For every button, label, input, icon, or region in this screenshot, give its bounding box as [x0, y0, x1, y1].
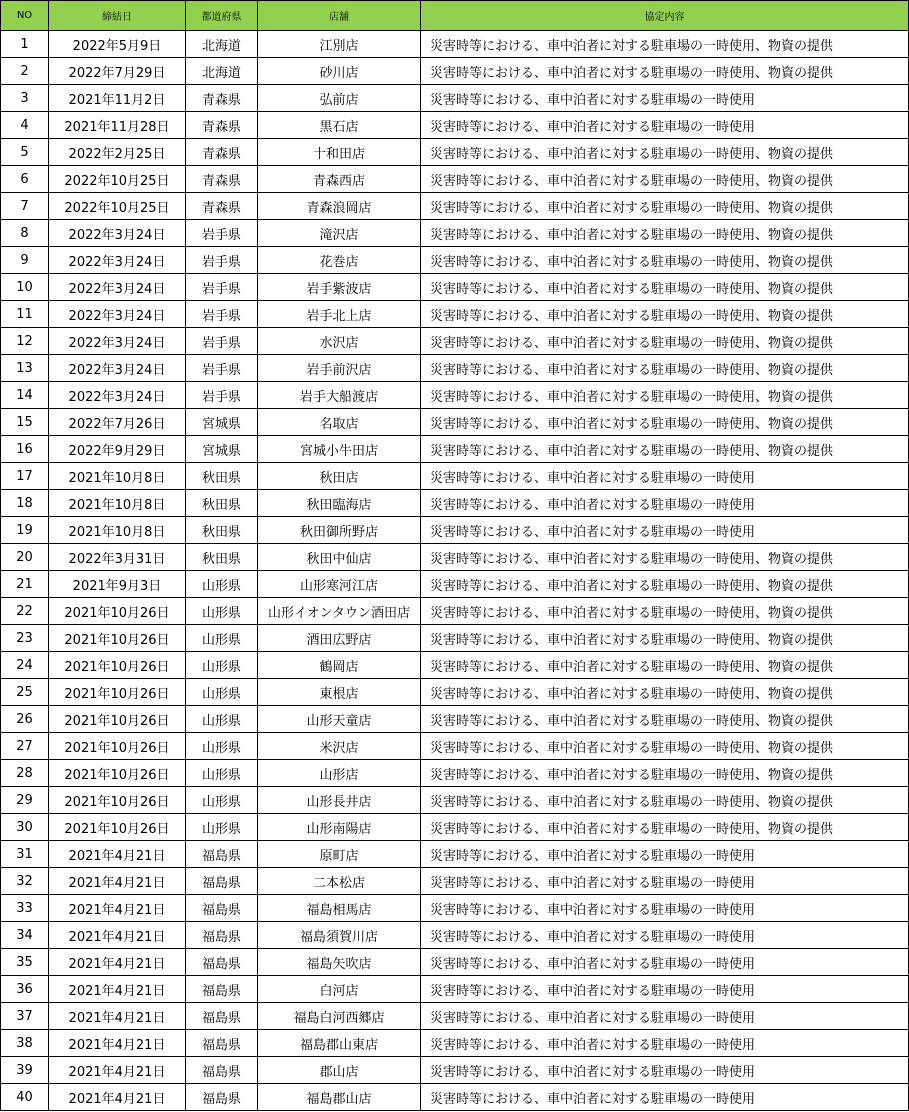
store-name: 米沢店	[258, 733, 421, 760]
store-name: 青森西店	[258, 166, 421, 193]
agreement-content: 災害時等における、車中泊者に対する駐車場の一時使用	[421, 841, 909, 868]
agreement-content: 災害時等における、車中泊者に対する駐車場の一時使用、物資の提供	[421, 544, 909, 571]
agreement-content: 災害時等における、車中泊者に対する駐車場の一時使用、物資の提供	[421, 598, 909, 625]
prefecture: 青森県	[186, 193, 258, 220]
header-prefecture: 都道府県	[186, 1, 258, 31]
prefecture: 青森県	[186, 139, 258, 166]
row-number: 8	[1, 220, 49, 247]
row-number: 14	[1, 382, 49, 409]
table-row	[1, 625, 909, 652]
row-number: 23	[1, 625, 49, 652]
row-number: 36	[1, 976, 49, 1003]
row-number: 31	[1, 841, 49, 868]
agreement-date: 2021年4月21日	[49, 1084, 186, 1111]
row-number: 6	[1, 166, 49, 193]
store-name: 秋田御所野店	[258, 517, 421, 544]
store-name: 秋田店	[258, 463, 421, 490]
table-row	[1, 895, 909, 922]
prefecture: 山形県	[186, 787, 258, 814]
table-row	[1, 868, 909, 895]
row-number: 18	[1, 490, 49, 517]
store-name: 秋田中仙店	[258, 544, 421, 571]
prefecture: 岩手県	[186, 301, 258, 328]
store-name: 岩手北上店	[258, 301, 421, 328]
table-row	[1, 1084, 909, 1111]
agreement-date: 2021年4月21日	[49, 1057, 186, 1084]
table-row	[1, 31, 909, 58]
prefecture: 岩手県	[186, 274, 258, 301]
table-row	[1, 166, 909, 193]
agreement-date: 2022年7月29日	[49, 58, 186, 85]
agreement-date: 2022年3月24日	[49, 247, 186, 274]
prefecture: 秋田県	[186, 490, 258, 517]
row-number: 37	[1, 1003, 49, 1030]
store-name: 山形長井店	[258, 787, 421, 814]
agreement-content: 災害時等における、車中泊者に対する駐車場の一時使用、物資の提供	[421, 382, 909, 409]
store-name: 東根店	[258, 679, 421, 706]
agreement-content: 災害時等における、車中泊者に対する駐車場の一時使用、物資の提供	[421, 139, 909, 166]
agreement-date: 2021年11月2日	[49, 85, 186, 112]
prefecture: 山形県	[186, 733, 258, 760]
agreement-content: 災害時等における、車中泊者に対する駐車場の一時使用、物資の提供	[421, 787, 909, 814]
table-row	[1, 652, 909, 679]
prefecture: 福島県	[186, 1003, 258, 1030]
agreement-content: 災害時等における、車中泊者に対する駐車場の一時使用、物資の提供	[421, 706, 909, 733]
agreement-date: 2021年4月21日	[49, 1003, 186, 1030]
agreement-content: 災害時等における、車中泊者に対する駐車場の一時使用、物資の提供	[421, 679, 909, 706]
agreement-date: 2022年3月24日	[49, 382, 186, 409]
prefecture: 秋田県	[186, 517, 258, 544]
row-number: 35	[1, 949, 49, 976]
store-name: 江別店	[258, 31, 421, 58]
prefecture: 山形県	[186, 652, 258, 679]
row-number: 12	[1, 328, 49, 355]
row-number: 28	[1, 760, 49, 787]
table-row	[1, 220, 909, 247]
agreement-date: 2022年2月25日	[49, 139, 186, 166]
agreement-date: 2021年11月28日	[49, 112, 186, 139]
agreement-date: 2021年4月21日	[49, 841, 186, 868]
agreement-content: 災害時等における、車中泊者に対する駐車場の一時使用、物資の提供	[421, 814, 909, 841]
agreement-content: 災害時等における、車中泊者に対する駐車場の一時使用	[421, 868, 909, 895]
header-store: 店舗	[258, 1, 421, 31]
row-number: 19	[1, 517, 49, 544]
row-number: 40	[1, 1084, 49, 1111]
agreement-content: 災害時等における、車中泊者に対する駐車場の一時使用	[421, 922, 909, 949]
agreement-date: 2021年10月26日	[49, 706, 186, 733]
row-number: 22	[1, 598, 49, 625]
agreement-date: 2022年3月24日	[49, 220, 186, 247]
store-name: 弘前店	[258, 85, 421, 112]
agreement-date: 2021年10月26日	[49, 652, 186, 679]
row-number: 24	[1, 652, 49, 679]
table-row	[1, 841, 909, 868]
agreement-content: 災害時等における、車中泊者に対する駐車場の一時使用、物資の提供	[421, 301, 909, 328]
store-name: 白河店	[258, 976, 421, 1003]
table-row	[1, 409, 909, 436]
row-number: 16	[1, 436, 49, 463]
agreement-content: 災害時等における、車中泊者に対する駐車場の一時使用	[421, 895, 909, 922]
row-number: 9	[1, 247, 49, 274]
agreement-content: 災害時等における、車中泊者に対する駐車場の一時使用、物資の提供	[421, 571, 909, 598]
row-number: 32	[1, 868, 49, 895]
row-number: 39	[1, 1057, 49, 1084]
agreement-date: 2022年3月24日	[49, 328, 186, 355]
row-number: 4	[1, 112, 49, 139]
agreement-date: 2022年10月25日	[49, 166, 186, 193]
prefecture: 岩手県	[186, 355, 258, 382]
prefecture: 山形県	[186, 625, 258, 652]
table-row	[1, 139, 909, 166]
agreement-content: 災害時等における、車中泊者に対する駐車場の一時使用	[421, 112, 909, 139]
table-row	[1, 814, 909, 841]
agreement-content: 災害時等における、車中泊者に対する駐車場の一時使用、物資の提供	[421, 652, 909, 679]
store-name: 原町店	[258, 841, 421, 868]
agreement-date: 2021年10月8日	[49, 490, 186, 517]
header-date: 締結日	[49, 1, 186, 31]
agreement-content: 災害時等における、車中泊者に対する駐車場の一時使用、物資の提供	[421, 274, 909, 301]
prefecture: 秋田県	[186, 463, 258, 490]
store-name: 黒石店	[258, 112, 421, 139]
store-name: 滝沢店	[258, 220, 421, 247]
row-number: 5	[1, 139, 49, 166]
table-row	[1, 733, 909, 760]
row-number: 34	[1, 922, 49, 949]
agreement-date: 2022年7月26日	[49, 409, 186, 436]
agreement-date: 2021年4月21日	[49, 976, 186, 1003]
agreement-content: 災害時等における、車中泊者に対する駐車場の一時使用、物資の提供	[421, 733, 909, 760]
prefecture: 山形県	[186, 706, 258, 733]
prefecture: 青森県	[186, 85, 258, 112]
prefecture: 宮城県	[186, 436, 258, 463]
store-name: 福島相馬店	[258, 895, 421, 922]
agreement-date: 2022年3月24日	[49, 301, 186, 328]
agreement-date: 2022年3月31日	[49, 544, 186, 571]
agreement-content: 災害時等における、車中泊者に対する駐車場の一時使用	[421, 949, 909, 976]
table-row	[1, 463, 909, 490]
agreement-content: 災害時等における、車中泊者に対する駐車場の一時使用	[421, 976, 909, 1003]
store-name: 福島矢吹店	[258, 949, 421, 976]
row-number: 11	[1, 301, 49, 328]
row-number: 30	[1, 814, 49, 841]
row-number: 38	[1, 1030, 49, 1057]
prefecture: 秋田県	[186, 544, 258, 571]
row-number: 2	[1, 58, 49, 85]
agreement-date: 2022年9月29日	[49, 436, 186, 463]
store-name: 酒田広野店	[258, 625, 421, 652]
prefecture: 福島県	[186, 949, 258, 976]
row-number: 27	[1, 733, 49, 760]
prefecture: 青森県	[186, 112, 258, 139]
agreement-content: 災害時等における、車中泊者に対する駐車場の一時使用	[421, 85, 909, 112]
table-row	[1, 301, 909, 328]
prefecture: 北海道	[186, 58, 258, 85]
row-number: 25	[1, 679, 49, 706]
table-row	[1, 85, 909, 112]
prefecture: 山形県	[186, 598, 258, 625]
agreement-date: 2021年10月26日	[49, 787, 186, 814]
agreement-content: 災害時等における、車中泊者に対する駐車場の一時使用	[421, 517, 909, 544]
row-number: 20	[1, 544, 49, 571]
table-row	[1, 436, 909, 463]
store-name: 水沢店	[258, 328, 421, 355]
agreement-content: 災害時等における、車中泊者に対する駐車場の一時使用、物資の提供	[421, 193, 909, 220]
prefecture: 宮城県	[186, 409, 258, 436]
agreement-date: 2021年9月3日	[49, 571, 186, 598]
agreement-date: 2021年4月21日	[49, 868, 186, 895]
agreement-content: 災害時等における、車中泊者に対する駐車場の一時使用、物資の提供	[421, 436, 909, 463]
agreement-date: 2021年4月21日	[49, 1030, 186, 1057]
agreement-date: 2022年3月24日	[49, 355, 186, 382]
table-row	[1, 706, 909, 733]
table-body	[1, 31, 909, 1111]
store-name: 宮城小牛田店	[258, 436, 421, 463]
store-name: 二本松店	[258, 868, 421, 895]
table-row	[1, 517, 909, 544]
table-row	[1, 1003, 909, 1030]
prefecture: 福島県	[186, 1084, 258, 1111]
store-name: 山形イオンタウン酒田店	[258, 598, 421, 625]
table-row	[1, 598, 909, 625]
agreement-date: 2021年10月26日	[49, 760, 186, 787]
store-name: 秋田臨海店	[258, 490, 421, 517]
store-name: 福島須賀川店	[258, 922, 421, 949]
agreement-content: 災害時等における、車中泊者に対する駐車場の一時使用、物資の提供	[421, 328, 909, 355]
table-row	[1, 787, 909, 814]
table-row	[1, 193, 909, 220]
row-number: 26	[1, 706, 49, 733]
store-name: 郡山店	[258, 1057, 421, 1084]
prefecture: 山形県	[186, 760, 258, 787]
table-row	[1, 976, 909, 1003]
table-row	[1, 274, 909, 301]
agreement-content: 災害時等における、車中泊者に対する駐車場の一時使用	[421, 1084, 909, 1111]
prefecture: 山形県	[186, 679, 258, 706]
table-row	[1, 490, 909, 517]
table-row	[1, 544, 909, 571]
store-name: 福島白河西郷店	[258, 1003, 421, 1030]
store-name: 砂川店	[258, 58, 421, 85]
table-row	[1, 571, 909, 598]
table-row	[1, 922, 909, 949]
store-name: 岩手紫波店	[258, 274, 421, 301]
agreement-date: 2022年5月9日	[49, 31, 186, 58]
store-name: 山形南陽店	[258, 814, 421, 841]
table-row	[1, 679, 909, 706]
prefecture: 青森県	[186, 166, 258, 193]
table-row	[1, 1030, 909, 1057]
agreement-content: 災害時等における、車中泊者に対する駐車場の一時使用、物資の提供	[421, 409, 909, 436]
agreement-date: 2021年10月26日	[49, 598, 186, 625]
store-name: 青森浪岡店	[258, 193, 421, 220]
row-number: 7	[1, 193, 49, 220]
store-name: 岩手大船渡店	[258, 382, 421, 409]
row-number: 21	[1, 571, 49, 598]
table-row	[1, 328, 909, 355]
table-row	[1, 760, 909, 787]
table-row	[1, 247, 909, 274]
row-number: 29	[1, 787, 49, 814]
prefecture: 山形県	[186, 571, 258, 598]
prefecture: 岩手県	[186, 247, 258, 274]
prefecture: 福島県	[186, 922, 258, 949]
store-name: 山形店	[258, 760, 421, 787]
agreement-date: 2022年10月25日	[49, 193, 186, 220]
agreement-date: 2022年3月24日	[49, 274, 186, 301]
row-number: 15	[1, 409, 49, 436]
agreement-date: 2021年10月26日	[49, 814, 186, 841]
agreement-date: 2021年10月26日	[49, 733, 186, 760]
prefecture: 岩手県	[186, 328, 258, 355]
store-name: 福島郡山店	[258, 1084, 421, 1111]
agreement-date: 2021年10月26日	[49, 679, 186, 706]
prefecture: 福島県	[186, 868, 258, 895]
agreement-date: 2021年4月21日	[49, 922, 186, 949]
agreement-content: 災害時等における、車中泊者に対する駐車場の一時使用	[421, 490, 909, 517]
agreement-content: 災害時等における、車中泊者に対する駐車場の一時使用、物資の提供	[421, 166, 909, 193]
agreement-content: 災害時等における、車中泊者に対する駐車場の一時使用、物資の提供	[421, 625, 909, 652]
prefecture: 岩手県	[186, 220, 258, 247]
store-name: 山形天童店	[258, 706, 421, 733]
agreement-content: 災害時等における、車中泊者に対する駐車場の一時使用、物資の提供	[421, 247, 909, 274]
row-number: 3	[1, 85, 49, 112]
prefecture: 福島県	[186, 1030, 258, 1057]
agreement-content: 災害時等における、車中泊者に対する駐車場の一時使用、物資の提供	[421, 31, 909, 58]
row-number: 33	[1, 895, 49, 922]
table-row	[1, 949, 909, 976]
agreement-date: 2021年4月21日	[49, 949, 186, 976]
header-row	[1, 1, 909, 31]
prefecture: 山形県	[186, 814, 258, 841]
store-name: 花巻店	[258, 247, 421, 274]
agreement-date: 2021年4月21日	[49, 895, 186, 922]
store-name: 山形寒河江店	[258, 571, 421, 598]
table-row	[1, 112, 909, 139]
agreement-content: 災害時等における、車中泊者に対する駐車場の一時使用	[421, 463, 909, 490]
header-content: 協定内容	[421, 1, 909, 31]
agreement-content: 災害時等における、車中泊者に対する駐車場の一時使用、物資の提供	[421, 58, 909, 85]
store-name: 鶴岡店	[258, 652, 421, 679]
prefecture: 北海道	[186, 31, 258, 58]
store-name: 福島郡山東店	[258, 1030, 421, 1057]
prefecture: 福島県	[186, 895, 258, 922]
table-row	[1, 58, 909, 85]
table-row	[1, 382, 909, 409]
agreement-content: 災害時等における、車中泊者に対する駐車場の一時使用	[421, 1030, 909, 1057]
agreement-content: 災害時等における、車中泊者に対する駐車場の一時使用、物資の提供	[421, 760, 909, 787]
agreement-content: 災害時等における、車中泊者に対する駐車場の一時使用	[421, 1057, 909, 1084]
agreement-date: 2021年10月26日	[49, 625, 186, 652]
header-no: NO	[1, 1, 49, 31]
agreement-date: 2021年10月8日	[49, 517, 186, 544]
store-name: 名取店	[258, 409, 421, 436]
store-name: 岩手前沢店	[258, 355, 421, 382]
agreement-date: 2021年10月8日	[49, 463, 186, 490]
prefecture: 福島県	[186, 976, 258, 1003]
row-number: 13	[1, 355, 49, 382]
row-number: 17	[1, 463, 49, 490]
table-row	[1, 1057, 909, 1084]
store-name: 十和田店	[258, 139, 421, 166]
prefecture: 岩手県	[186, 382, 258, 409]
agreement-content: 災害時等における、車中泊者に対する駐車場の一時使用	[421, 1003, 909, 1030]
row-number: 10	[1, 274, 49, 301]
agreement-content: 災害時等における、車中泊者に対する駐車場の一時使用、物資の提供	[421, 220, 909, 247]
row-number: 1	[1, 31, 49, 58]
table-row	[1, 355, 909, 382]
prefecture: 福島県	[186, 841, 258, 868]
agreement-content: 災害時等における、車中泊者に対する駐車場の一時使用、物資の提供	[421, 355, 909, 382]
prefecture: 福島県	[186, 1057, 258, 1084]
